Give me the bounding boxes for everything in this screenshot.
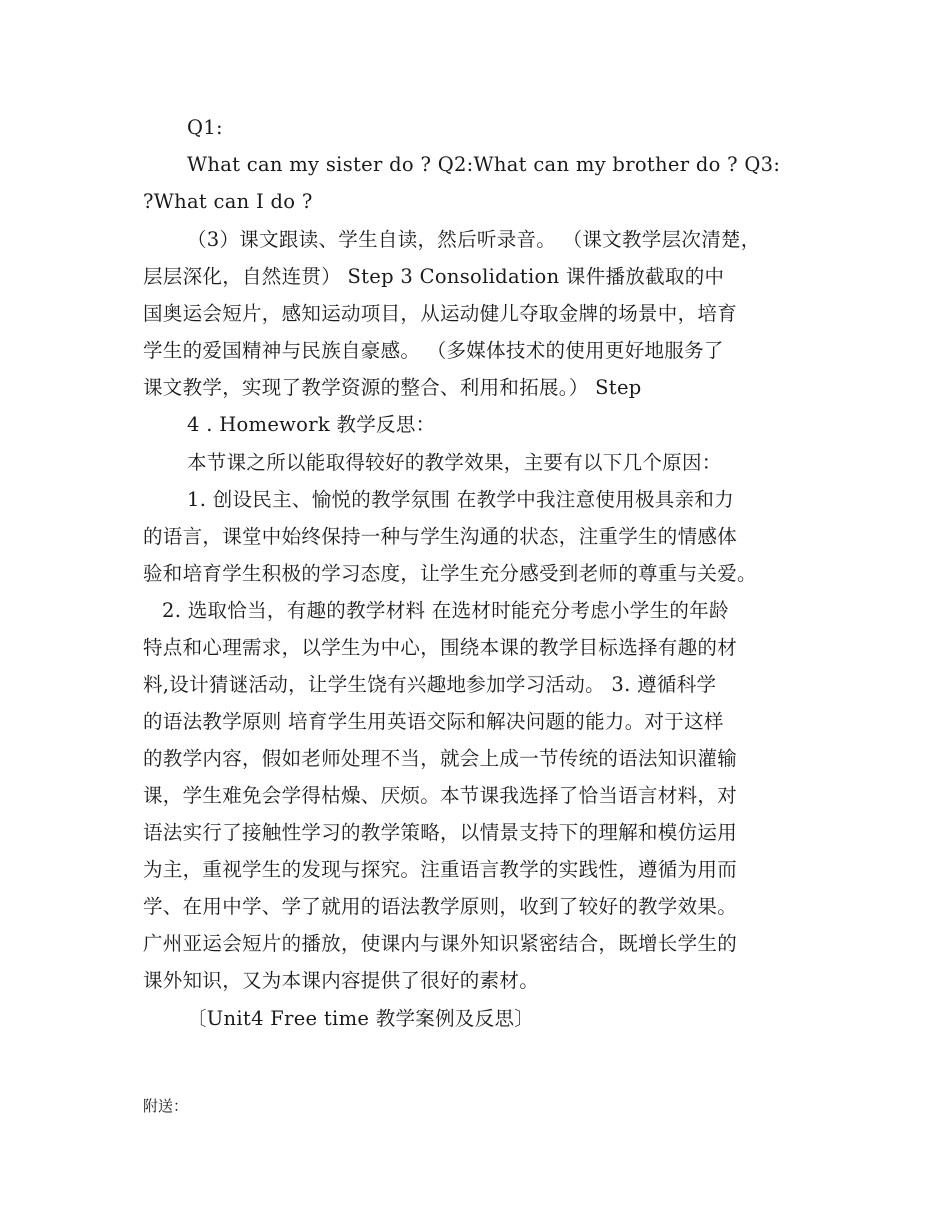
text-line: 学生的爱国精神与民族自豪感。 （多媒体技术的使用更好地服务了: [143, 339, 724, 362]
text-line: 课文教学，实现了教学资源的整合、利用和拓展。） Step: [143, 376, 642, 399]
text-line-q3: ?What can I do ?: [143, 190, 313, 213]
text-line: 特点和心理需求，以学生为中心，围绕本课的教学目标选择有趣的材: [143, 636, 738, 659]
text-line: （3）课文跟读、学生自读，然后听录音。 （课文教学层次清楚，: [187, 228, 761, 251]
text-line: 广州亚运会短片的播放，使课内与课外知识紧密结合，既增长学生的: [143, 932, 738, 955]
text-line: 语法实行了接触性学习的教学策略，以情景支持下的理解和模仿运用: [143, 821, 738, 844]
text-line-point-1: 1. 创设民主、愉悦的教学氛围 在教学中我注意使用极具亲和力: [187, 488, 735, 511]
text-line-point-2: 2. 选取恰当，有趣的教学材料 在选材时能充分考虑小学生的年龄: [162, 599, 729, 622]
document-caption: 〔Unit4 Free time 教学案例及反思〕: [187, 1007, 535, 1030]
text-line: 课，学生难免会学得枯燥、厌烦。本节课我选择了恰当语言材料，对: [143, 784, 738, 807]
text-line: 国奥运会短片，感知运动项目，从运动健儿夺取金牌的场景中，培育: [143, 302, 738, 325]
text-line: 料,设计猜谜活动，让学生饶有兴趣地参加学习活动。 3. 遵循科学: [143, 673, 717, 696]
text-line: 层层深化，自然连贯） Step 3 Consolidation 课件播放截取的中: [143, 265, 725, 288]
footer-label: 附送：: [143, 1097, 189, 1115]
text-line-questions: What can my sister do ? Q2:What can my brother do ? Q3:: [187, 153, 781, 176]
text-line-q1: Q1:: [187, 116, 223, 139]
text-line: 的语言，课堂中始终保持一种与学生沟通的状态，注重学生的情感体: [143, 525, 738, 548]
text-line-homework: 4 . Homework 教学反思：: [187, 413, 436, 436]
text-line: 课外知识，又为本课内容提供了很好的素材。: [143, 969, 540, 992]
text-line: 学、在用中学、学了就用的语法教学原则，收到了较好的教学效果。: [143, 895, 738, 918]
text-line: 验和培育学生积极的学习态度，让学生充分感受到老师的尊重与关爱。: [143, 562, 757, 585]
text-line: 为主，重视学生的发现与探究。注重语言教学的实践性，遵循为用而: [143, 858, 738, 881]
text-line: 的语法教学原则 培育学生用英语交际和解决问题的能力。对于这样: [143, 710, 724, 733]
text-line-reflection-intro: 本节课之所以能取得较好的教学效果，主要有以下几个原因：: [187, 451, 722, 474]
text-line: 的教学内容，假如老师处理不当，就会上成一节传统的语法知识灌输: [143, 747, 738, 770]
